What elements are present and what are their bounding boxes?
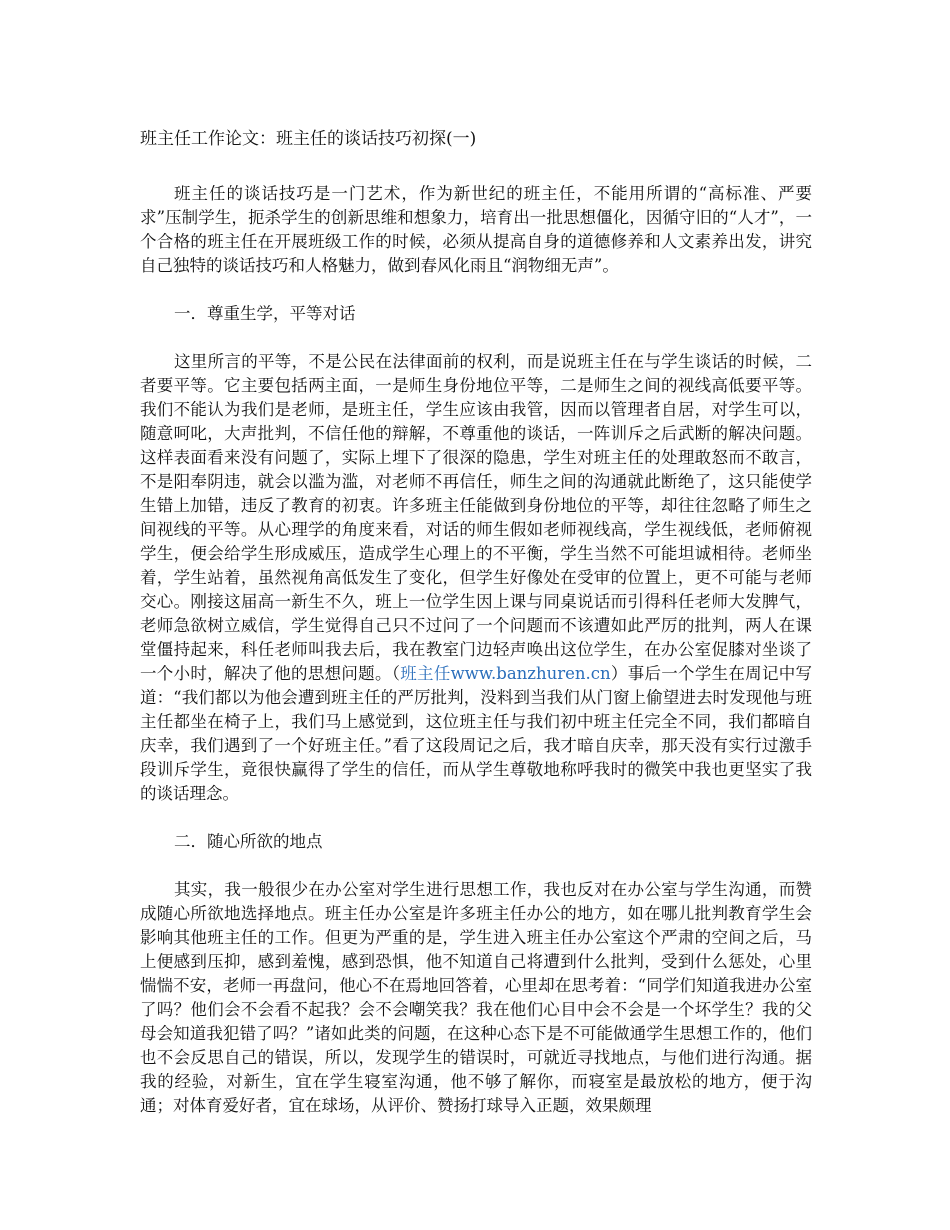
document-title: 班主任工作论文：班主任的谈话技巧初探(一) <box>140 129 477 149</box>
document-body <box>140 182 812 1118</box>
section-2-heading: 二．随心所欲的地点 <box>174 832 323 851</box>
banzhuren-link[interactable]: 班主任www.banzhuren.cn <box>400 664 611 683</box>
section-1-heading: 一．尊重生学，平等对话 <box>174 304 356 323</box>
section-1-text-a: 这里所言的平等，不是公民在法律面前的权利，而是说班主任在与学生谈话的时候，二者要平等。它主要包括两主面，一是师生身份地位平等，二是师生之间的视线高低要平等。我们不能认为我们是老师，是班主任，学生应该由我管，因而以管理者自居，对学生可以，随意呵叱，大声批判，不信任他的辩解，不尊重他的谈话，一阵训斥之后武断的解决问题。这样表面看来没有问题了，实际上埋下了很深的隐患，学生对班主任的处理敢怒而不敢言，不是阳奉阴违，就会以滥为滥，对老师不再信任，师生之间的沟通就此断绝了，这只能使学生错上加错，违反了教育的初衷。许多班主任能做到身份地位的平等，却往往忽略了师生之间视线的平等。从心理学的角度来看，对话的师生假如老师视线高，学生视线低，老师俯视学生，便会给学生形成威压，造成学生心理上的不平衡，学生当然不可能坦诚相待。老师坐着，学生站着，虽然视角高低发生了变化，但学生好像处在受审的位置上，更不可能与老师交心。刚接这届高一新生不久，班上一位学生因上课与同桌说话而引得科任老师大发脾气，老师急欲树立威信，学生觉得自己只不过问了一个问题而不该遭如此严厉的批判，两人在课堂僵持起来，科任老师叫我去后，我在教室门边轻声唤出这位学生，在办公室促膝对坐谈了一个小时，解决了他的思想问题。（ <box>140 352 812 683</box>
section-2-paragraph: 其实，我一般很少在办公室对学生进行思想工作，我也反对在办公室与学生沟通，而赞成随心所欲地选择地点。班主任办公室是许多班主任办公的地方，如在哪儿批判教育学生会影响其他班主任的工作。但更为严重的是，学生进入班主任办公室这个严肃的空间之后，马上便感到压抑，感到羞愧，感到恐惧，他不知道自己将遭到什么批判，受到什么惩处，心里惴惴不安，老师一再盘问，他心不在焉地回答着，心里却在思考着：“同学们知道我进办公室了吗？他们会不会看不起我？会不会嘲笑我？我在他们心目中会不会是一个坏学生？我的父母会知道我犯错了吗？”诸如此类的问题，在这种心态下是不可能做通学生思想工作的，他们也不会反思自己的错误，所以，发现学生的错误时，可就近寻找地点，与他们进行沟通。据我的经验，对新生，宜在学生寝室沟通，他不够了解你，而寝室是最放松的地方，便于沟通；对体育爱好者，宜在球场，从评价、赞扬打球导入正题，效果颇理 <box>140 880 812 1115</box>
section-1-paragraph <box>140 350 812 806</box>
section-1-text-b: ）事后一个学生在周记中写道：“我们都以为他会遭到班主任的严厉批判，没料到当我们从门窗上偷望进去时发现他与班主任都坐在椅子上，我们马上感觉到，这位班主任与我们初中班主任完全不同，我们都暗自庆幸，我们遇到了一个好班主任。”看了这段周记之后，我才暗自庆幸，那天没有实行过激手段训斥学生，竟很快赢得了学生的信任，而从学生尊敬地称呼我时的微笑中我也更坚实了我的谈话理念。 <box>140 664 812 803</box>
intro-paragraph: 班主任的谈话技巧是一门艺术，作为新世纪的班主任，不能用所谓的“高标准、严要求”压制学生，扼杀学生的创新思维和想象力，培育出一批思想僵化，因循守旧的“人才”，一个合格的班主任在开展班级工作的时候，必须从提高自身的道德修养和人文素养出发，讲究自己独特的谈话技巧和人格魅力，做到春风化雨且“润物细无声”。 <box>140 184 812 275</box>
